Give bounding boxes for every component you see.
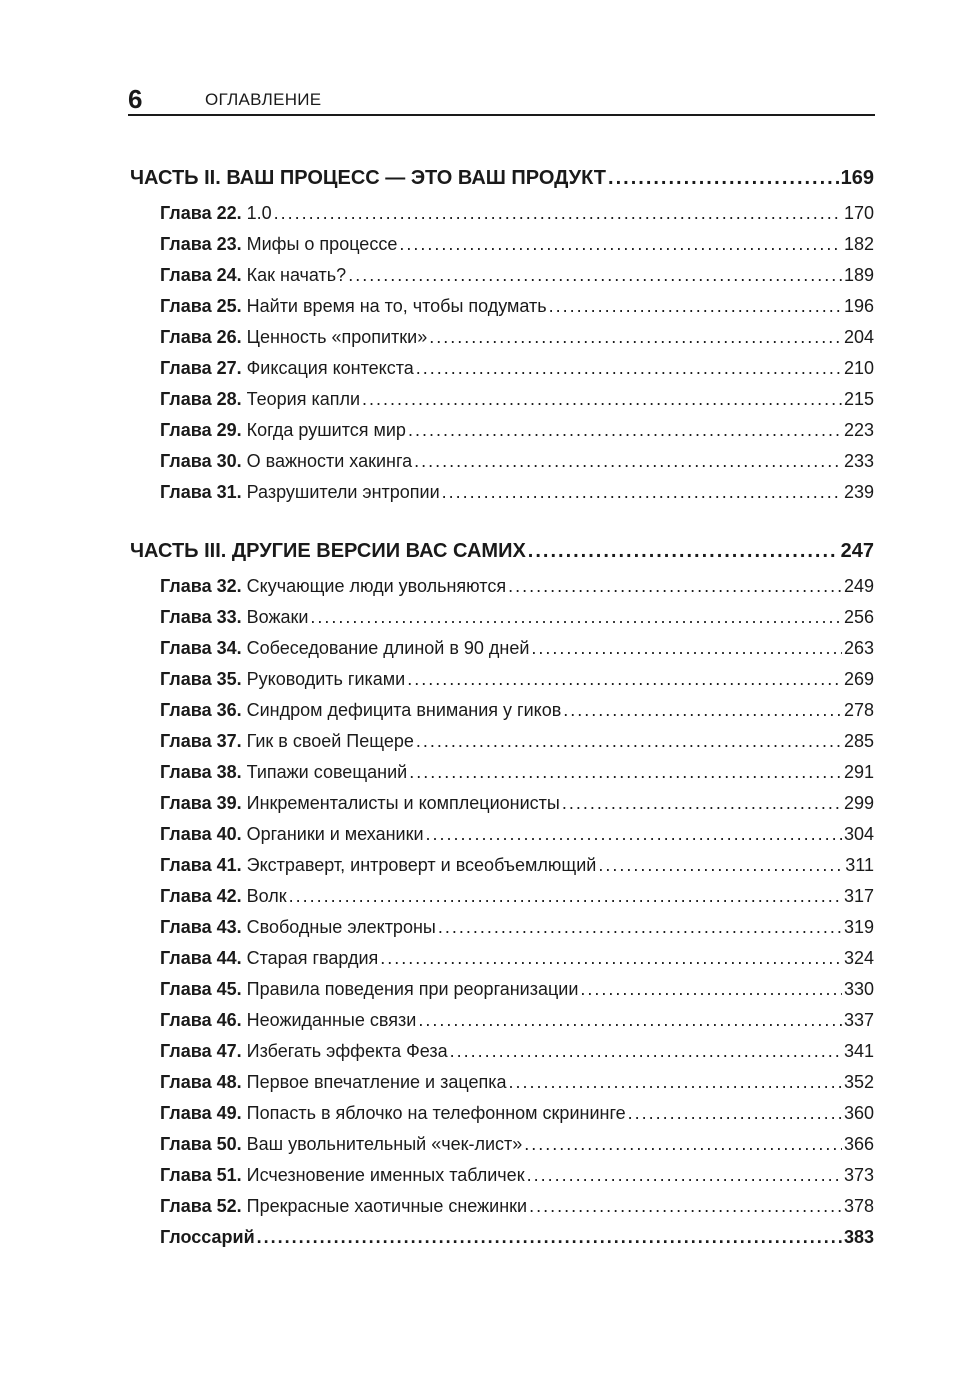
toc-entry <box>130 788 874 819</box>
page-ref: 360 <box>843 1103 874 1123</box>
chapter-label: Глава 23. <box>160 234 242 254</box>
leader-dots <box>509 1067 842 1098</box>
toc-entry <box>130 291 874 322</box>
chapter-title: Руководить гиками <box>246 669 406 689</box>
leader-dots <box>524 1129 842 1160</box>
toc-entry <box>130 974 874 1005</box>
leader-dots <box>562 788 842 819</box>
leader-dots <box>310 602 842 633</box>
chapter-title: Неожиданные связи <box>246 1010 417 1030</box>
chapter-title: Ваш увольнительный «чек-лист» <box>246 1134 523 1154</box>
chapter-label: Глава 40. <box>160 824 242 844</box>
toc-entry <box>130 943 874 974</box>
page-ref: 373 <box>843 1165 874 1185</box>
chapter-label: Глава 39. <box>160 793 242 813</box>
page-ref: 285 <box>843 731 874 751</box>
chapter-title: Свободные электроны <box>246 917 436 937</box>
toc-entry <box>130 757 874 788</box>
chapter-title: Мифы о процессе <box>246 234 398 254</box>
chapter-title: Исчезновение именных табличек <box>246 1165 525 1185</box>
page-ref: 378 <box>843 1196 874 1216</box>
toc-entry <box>130 477 874 508</box>
chapter-label: Глава 33. <box>160 607 242 627</box>
toc-entry <box>130 881 874 912</box>
chapter-label: Глава 34. <box>160 638 242 658</box>
toc-entry <box>130 384 874 415</box>
toc-entry <box>130 1067 874 1098</box>
chapter-label: Глава 42. <box>160 886 242 906</box>
toc-entry <box>130 695 874 726</box>
chapter-title: Прекрасные хаотичные снежинки <box>246 1196 528 1216</box>
header-rule <box>128 114 875 116</box>
toc-entry <box>130 353 874 384</box>
leader-dots <box>426 819 842 850</box>
toc-entry <box>130 633 874 664</box>
chapter-label: Глава 43. <box>160 917 242 937</box>
glossary-title: Глоссарий <box>160 1227 255 1247</box>
leader-dots <box>418 1005 842 1036</box>
toc-entry <box>130 229 874 260</box>
leader-dots <box>628 1098 842 1129</box>
chapter-label: Глава 25. <box>160 296 242 316</box>
toc-entry <box>130 260 874 291</box>
chapter-title: Собеседование длиной в 90 дней <box>246 638 530 658</box>
toc-entry <box>130 198 874 229</box>
leader-dots <box>380 943 842 974</box>
toc-entry <box>130 1191 874 1222</box>
part-heading <box>130 534 874 568</box>
chapter-title: Экстраверт, интроверт и всеобъемлющий <box>246 855 597 875</box>
chapter-title: Первое впечатление и зацепка <box>246 1072 507 1092</box>
page-ref: 311 <box>845 855 874 875</box>
chapter-label: Глава 32. <box>160 576 242 596</box>
page-ref: 223 <box>843 420 874 440</box>
page-ref: 169 <box>840 167 874 189</box>
table-of-contents <box>130 161 874 1253</box>
chapter-title: Теория капли <box>246 389 361 409</box>
page-ref: 291 <box>843 762 874 782</box>
page-ref: 170 <box>843 203 874 223</box>
chapter-label: Глава 44. <box>160 948 242 968</box>
page-ref: 366 <box>843 1134 874 1154</box>
leader-dots <box>408 415 842 446</box>
chapter-title: Ценность «пропитки» <box>246 327 428 347</box>
page-ref: 341 <box>843 1041 874 1061</box>
toc-entry-glossary <box>130 1222 874 1253</box>
toc-entry <box>130 1098 874 1129</box>
page-ref: 383 <box>843 1227 874 1247</box>
page-ref: 324 <box>843 948 874 968</box>
page-ref: 204 <box>843 327 874 347</box>
page-ref: 210 <box>843 358 874 378</box>
chapter-title: Скучающие люди увольняются <box>246 576 507 596</box>
chapter-title: Старая гвардия <box>246 948 379 968</box>
chapter-label: Глава 45. <box>160 979 242 999</box>
leader-dots <box>598 850 843 881</box>
leader-dots <box>414 446 842 477</box>
leader-dots <box>450 1036 842 1067</box>
leader-dots <box>416 353 842 384</box>
leader-dots <box>549 291 842 322</box>
page-ref: 196 <box>843 296 874 316</box>
chapter-label: Глава 38. <box>160 762 242 782</box>
toc-entry <box>130 602 874 633</box>
chapter-label: Глава 50. <box>160 1134 242 1154</box>
page-ref: 247 <box>840 540 874 562</box>
toc-entry <box>130 446 874 477</box>
chapter-title: Органики и механики <box>246 824 424 844</box>
toc-entry <box>130 1129 874 1160</box>
leader-dots <box>289 881 842 912</box>
page-ref: 249 <box>843 576 874 596</box>
page-ref: 263 <box>843 638 874 658</box>
chapter-title: Разрушители энтропии <box>246 482 440 502</box>
chapter-label: Глава 27. <box>160 358 242 378</box>
chapter-label: Глава 37. <box>160 731 242 751</box>
chapter-label: Глава 49. <box>160 1103 242 1123</box>
page-ref: 352 <box>843 1072 874 1092</box>
chapter-title: Когда рушится мир <box>246 420 406 440</box>
chapter-label: Глава 22. <box>160 203 242 223</box>
page-ref: 189 <box>843 265 874 285</box>
page-ref: 256 <box>843 607 874 627</box>
chapter-title: Как начать? <box>246 265 347 285</box>
page-ref: 317 <box>843 886 874 906</box>
chapter-label: Глава 26. <box>160 327 242 347</box>
chapter-label: Глава 51. <box>160 1165 242 1185</box>
leader-dots <box>438 912 842 943</box>
leader-dots <box>429 322 842 353</box>
page-ref: 337 <box>843 1010 874 1030</box>
leader-dots <box>508 571 842 602</box>
chapter-label: Глава 52. <box>160 1196 242 1216</box>
toc-entry <box>130 571 874 602</box>
leader-dots <box>416 726 842 757</box>
leader-dots <box>527 1160 842 1191</box>
leader-dots <box>362 384 842 415</box>
chapter-title: Волк <box>246 886 287 906</box>
toc-entry <box>130 726 874 757</box>
toc-entry <box>130 664 874 695</box>
toc-entry <box>130 819 874 850</box>
chapter-label: Глава 41. <box>160 855 242 875</box>
chapter-label: Глава 31. <box>160 482 242 502</box>
page-ref: 233 <box>843 451 874 471</box>
chapter-label: Глава 46. <box>160 1010 242 1030</box>
part-heading <box>130 161 874 195</box>
part-title: ЧАСТЬ II. ВАШ ПРОЦЕСС — ЭТО ВАШ ПРОДУКТ <box>130 167 607 189</box>
chapter-title: Инкременталисты и комплеционисты <box>246 793 560 813</box>
chapter-title: Найти время на то, чтобы подумать <box>246 296 547 316</box>
leader-dots <box>348 260 842 291</box>
chapter-label: Глава 47. <box>160 1041 242 1061</box>
leader-dots <box>407 664 842 695</box>
toc-entry <box>130 1036 874 1067</box>
toc-entry <box>130 1160 874 1191</box>
page-number: 6 <box>128 84 143 114</box>
page-ref: 299 <box>843 793 874 813</box>
leader-dots <box>608 161 839 195</box>
page-ref: 269 <box>843 669 874 689</box>
leader-dots <box>442 477 842 508</box>
chapter-label: Глава 24. <box>160 265 242 285</box>
chapter-title: Синдром дефицита внимания у гиков <box>246 700 562 720</box>
chapter-label: Глава 36. <box>160 700 242 720</box>
toc-entry <box>130 912 874 943</box>
chapter-label: Глава 35. <box>160 669 242 689</box>
page-ref: 304 <box>843 824 874 844</box>
chapter-title: Типажи совещаний <box>246 762 408 782</box>
page-ref: 215 <box>843 389 874 409</box>
chapter-label: Глава 29. <box>160 420 242 440</box>
toc-entry <box>130 850 874 881</box>
chapter-title: Гик в своей Пещере <box>246 731 414 751</box>
toc-entry <box>130 1005 874 1036</box>
chapter-title: Попасть в яблочко на телефонном скрининге <box>246 1103 626 1123</box>
chapter-title: Фиксация контекста <box>246 358 414 378</box>
chapter-title: Правила поведения при реорганизации <box>246 979 579 999</box>
chapter-title: 1.0 <box>246 203 272 223</box>
leader-dots <box>409 757 842 788</box>
leader-dots <box>274 198 842 229</box>
part-title: ЧАСТЬ III. ДРУГИЕ ВЕРСИИ ВАС САМИХ <box>130 540 526 562</box>
chapter-label: Глава 28. <box>160 389 242 409</box>
leader-dots <box>580 974 842 1005</box>
page-ref: 278 <box>843 700 874 720</box>
toc-entry <box>130 415 874 446</box>
leader-dots <box>563 695 842 726</box>
chapter-title: Вожаки <box>246 607 309 627</box>
page-ref: 239 <box>843 482 874 502</box>
leader-dots <box>528 534 839 568</box>
chapter-title: Избегать эффекта Феза <box>246 1041 448 1061</box>
toc-entry <box>130 322 874 353</box>
page-ref: 330 <box>843 979 874 999</box>
page-ref: 319 <box>843 917 874 937</box>
chapter-label: Глава 48. <box>160 1072 242 1092</box>
chapter-title: О важности хакинга <box>246 451 413 471</box>
page-ref: 182 <box>843 234 874 254</box>
leader-dots <box>257 1222 842 1253</box>
running-head: ОГЛАВЛЕНИЕ <box>205 90 322 109</box>
leader-dots <box>529 1191 842 1222</box>
leader-dots <box>399 229 842 260</box>
leader-dots <box>531 633 842 664</box>
chapter-label: Глава 30. <box>160 451 242 471</box>
